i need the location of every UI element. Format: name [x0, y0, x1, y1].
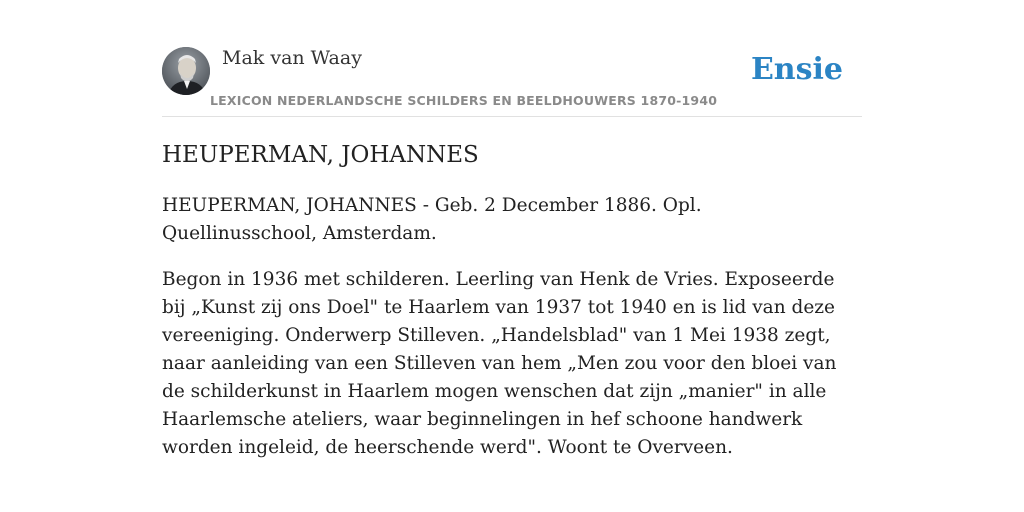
entry-paragraph: HEUPERMAN, JOHANNES - Geb. 2 December 1886. Opl. Quellinusschool, Amsterdam.	[162, 195, 702, 244]
author-name[interactable]: Mak van Waay	[222, 47, 362, 69]
entry-paragraph: Begon in 1936 met schilderen. Leerling van Henk de Vries. Exposeerde bij „Kunst zij ons Doel" te Haarlem van 1937 tot 1940 en is lid van deze vereeniging. Onderwerp Stilleven. „Handelsblad" van 1 Mei 1938 zegt, naar aanleiding van een Stilleven van hem „Men zou voor den bloei van de schilderkunst in Haarlem mogen wenschen dat zijn „manier" in alle Haarlemsche ateliers, waar beginnelingen in hef schoone handwerk worden ingeleid, de heerschende werd". Woont te Overveen.	[162, 269, 837, 458]
author-avatar[interactable]	[162, 47, 210, 95]
source-title[interactable]: LEXICON NEDERLANDSCHE SCHILDERS EN BEELDHOUWERS 1870-1940	[210, 93, 718, 108]
author-portrait-icon	[162, 47, 210, 95]
page-header	[162, 46, 862, 117]
entry-body	[162, 192, 862, 480]
entry-title: HEUPERMAN, JOHANNES	[162, 142, 479, 168]
brand-logo[interactable]: Ensie	[750, 52, 843, 87]
